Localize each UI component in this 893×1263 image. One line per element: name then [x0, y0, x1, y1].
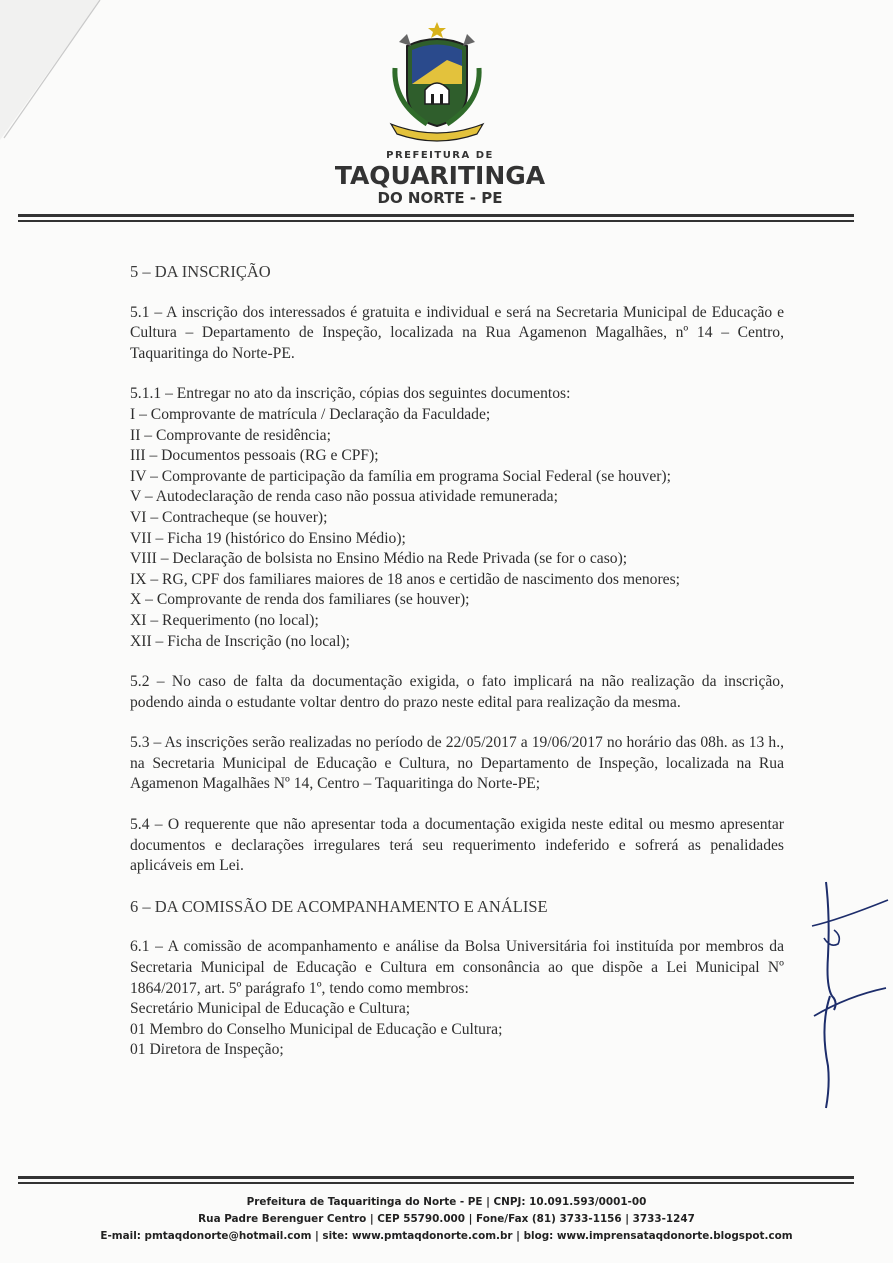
- list-item: XI – Requerimento (no local);: [130, 611, 319, 629]
- brand-city-name: TAQUARITINGA: [334, 161, 546, 190]
- list-item: II – Comprovante de residência;: [130, 426, 331, 444]
- list-item: X – Comprovante de renda dos familiares (se houver);: [130, 591, 470, 609]
- list-item: 01 Diretora de Inspeção;: [130, 1041, 284, 1059]
- paragraph-5-1-1: 5.1.1 – Entregar no ato da inscrição, cópias dos seguintes documentos:: [130, 385, 571, 403]
- footer-divider: [18, 1176, 854, 1184]
- list-item: Secretário Municipal de Educação e Cultura;: [130, 1000, 411, 1018]
- list-item: 01 Membro do Conselho Municipal de Educação e Cultura;: [130, 1020, 503, 1038]
- page-fold-shadow: [0, 0, 110, 150]
- footer-line-2: Rua Padre Berenguer Centro | CEP 55790.000 | Fone/Fax (81) 3733-1156 | 3733-1247: [198, 1213, 695, 1225]
- paragraph-5-3: 5.3 – As inscrições serão realizadas no período de 22/05/2017 a 19/06/2017 no horário das 08h. as 13 h., na Secretaria Municipal de Educação e Cultura, no Departamento de Inspeção, localizada na Rua Agamenon Magalhães Nº 14, Centro – Taquaritinga do Norte-PE;: [130, 734, 784, 793]
- municipal-brand: [300, 150, 580, 208]
- commission-members-list: [130, 999, 784, 1061]
- list-item: VIII – Declaração de bolsista no Ensino Médio na Rede Privada (se for o caso);: [130, 550, 628, 568]
- list-item: I – Comprovante de matrícula / Declaração da Faculdade;: [130, 405, 491, 423]
- section-6-title: 6 – DA COMISSÃO DE ACOMPANHAMENTO E ANÁLISE: [130, 896, 548, 916]
- section-5-title: 5 – DA INSCRIÇÃO: [130, 262, 271, 281]
- list-item: III – Documentos pessoais (RG e CPF);: [130, 447, 379, 465]
- paragraph-6-1: 6.1 – A comissão de acompanhamento e análise da Bolsa Universitária foi instituída por membros da Secretaria Municipal de Educação e Cultura em consonância ao que dispõe a Lei Municipal Nº 1864/2017, art. 5º parágrafo 1º, tendo como membros:: [130, 938, 784, 997]
- handwritten-signature: [808, 876, 890, 1112]
- footer-line-1: Prefeitura de Taquaritinga do Norte - PE | CNPJ: 10.091.593/0001-00: [246, 1196, 647, 1208]
- footer-line-3: E-mail: pmtaqdonorte@hotmail.com | site: www.pmtaqdonorte.com.br | blog: www.imprensataqdonorte.blogspot.com: [100, 1230, 793, 1242]
- list-item: VII – Ficha 19 (histórico do Ensino Médio);: [130, 529, 406, 547]
- list-item: V – Autodeclaração de renda caso não possua atividade remunerada;: [130, 488, 558, 506]
- required-documents-list: [130, 405, 784, 652]
- paragraph-5-4: 5.4 – O requerente que não apresentar toda a documentação exigida neste edital ou mesmo apresentar documentos e declarações irregulares terá seu requerimento indeferido e sofrerá as penalidades aplicáveis em Lei.: [130, 816, 784, 875]
- list-item: VI – Contracheque (se houver);: [130, 508, 328, 526]
- paragraph-5-2: 5.2 – No caso de falta da documentação exigida, o fato implicará na não realização da inscrição, podendo ainda o estudante voltar dentro do prazo neste edital para realização da mesma.: [130, 673, 784, 711]
- footer: [0, 1194, 893, 1245]
- list-item: XII – Ficha de Inscrição (no local);: [130, 632, 350, 650]
- list-item: IX – RG, CPF dos familiares maiores de 18 anos e certidão de nascimento dos menores;: [130, 570, 680, 588]
- paragraph-5-1: 5.1 – A inscrição dos interessados é gratuita e individual e será na Secretaria Municipal de Educação e Cultura – Departamento de Inspeção, localizada na Rua Agamenon Magalhães, nº 14 – Centro, Taquaritinga do Norte-PE.: [130, 303, 784, 362]
- header-divider: [18, 214, 854, 222]
- municipal-coat-of-arms: [385, 20, 489, 146]
- document-body: [130, 262, 784, 1061]
- brand-prefeitura-label: PREFEITURA DE: [386, 150, 494, 161]
- list-item: IV – Comprovante de participação da família em programa Social Federal (se houver);: [130, 467, 671, 485]
- brand-state-line: DO NORTE - PE: [377, 189, 503, 207]
